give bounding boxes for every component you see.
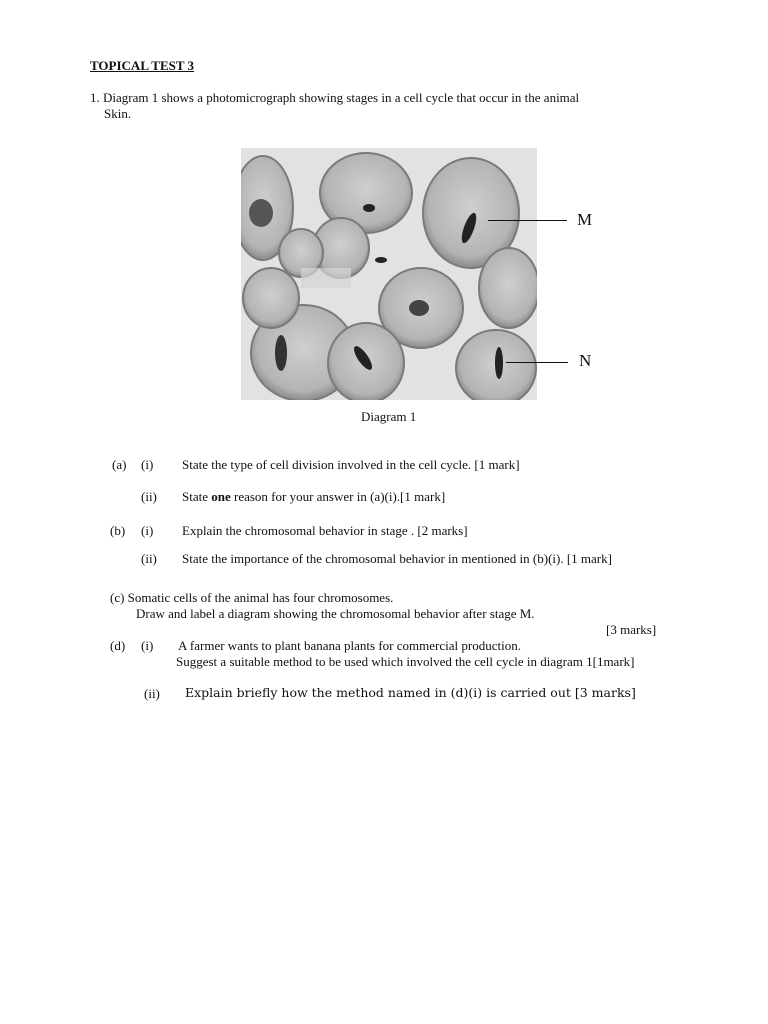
part-b-ii-text: State the importance of the chromosomal behavior in mentioned in (b)(i). [1 mark] [182, 551, 612, 566]
part-c-line-2: Draw and label a diagram showing the chromosomal behavior after stage M. [136, 606, 535, 621]
diagram-caption: Diagram 1 [361, 409, 417, 424]
part-c-line-1: (c) Somatic cells of the animal has four chromosomes. [110, 590, 394, 605]
part-a-ii-text-pre: State [182, 489, 212, 504]
page-title: TOPICAL TEST 3 [90, 58, 195, 73]
part-d-ii-number: (ii) [144, 686, 160, 701]
part-d-i-line-1: A farmer wants to plant banana plants for commercial production. [178, 638, 521, 653]
part-b-ii-number: (ii) [141, 551, 157, 566]
part-b-label: (b) [110, 523, 126, 538]
label-m-leader-line [488, 220, 567, 221]
label-m: M [577, 210, 593, 229]
label-n-leader-line [506, 362, 568, 363]
part-a-i-number: (i) [141, 457, 154, 472]
cell-micrograph-image [241, 148, 537, 400]
question-1-line-2: Skin. [104, 106, 132, 121]
part-a-label: (a) [112, 457, 127, 472]
part-d-i-number: (i) [141, 638, 154, 653]
part-b-i-text: Explain the chromosomal behavior in stage . [2 marks] [182, 523, 468, 538]
part-a-i-text: State the type of cell division involved in the cell cycle. [1 mark] [182, 457, 520, 472]
part-d-label: (d) [110, 638, 126, 653]
part-a-ii-number: (ii) [141, 489, 157, 504]
part-d-ii-text: Explain briefly how the method named in (d)(i) is carried out [3 marks] [185, 685, 636, 700]
part-a-ii-text-post: reason for your answer in (a)(i).[1 mark] [230, 489, 446, 504]
part-a-ii-text [182, 489, 445, 505]
label-n: N [579, 351, 592, 370]
question-1-line-1: 1. Diagram 1 shows a photomicrograph showing stages in a cell cycle that occur in the animal [90, 90, 580, 105]
part-b-i-number: (i) [141, 523, 154, 538]
part-c-marks: [3 marks] [606, 622, 657, 637]
part-a-ii-text-bold: one [211, 489, 231, 504]
part-d-i-line-2: Suggest a suitable method to be used which involved the cell cycle in diagram 1[1mark] [176, 654, 635, 669]
photomicrograph [241, 148, 537, 400]
